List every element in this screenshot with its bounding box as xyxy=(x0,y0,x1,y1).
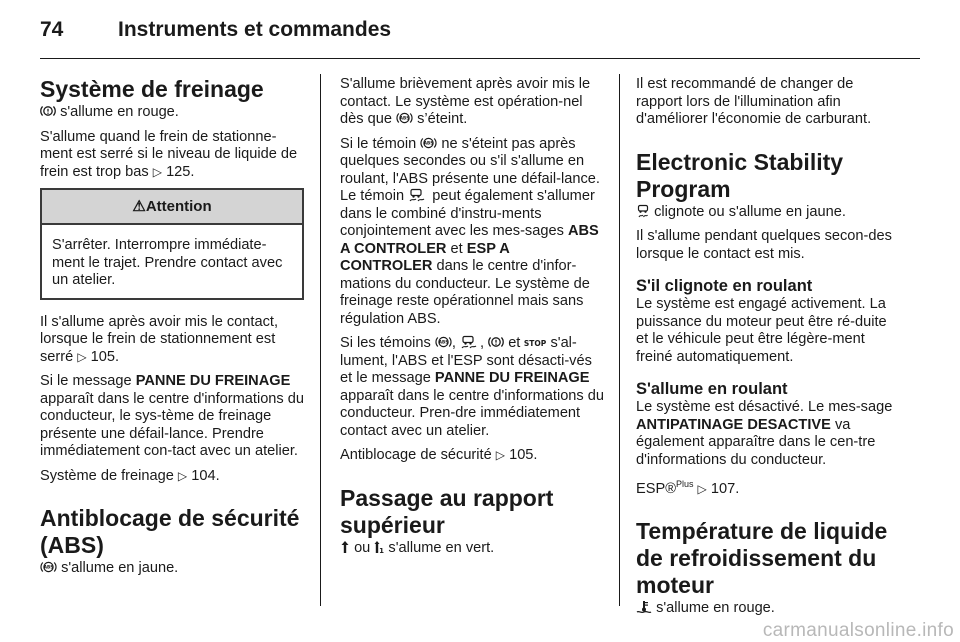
watermark: carmanualsonline.info xyxy=(762,620,954,641)
page-reference-icon: ▷ xyxy=(697,481,707,496)
abs-icon xyxy=(40,560,57,574)
abs-icon xyxy=(435,335,452,349)
heading-illuminated-while-driving: S'allume en roulant xyxy=(636,380,788,398)
page-title: Instruments et commandes xyxy=(118,18,392,41)
page-number: 74 xyxy=(40,18,64,41)
page-reference-icon: ▷ xyxy=(177,468,188,483)
esp-skid-icon xyxy=(408,188,428,202)
paragraph: s'allume en rouge. xyxy=(636,600,902,618)
brake-warning-icon xyxy=(40,104,56,118)
paragraph: ou 1 s'allume en vert. xyxy=(340,540,604,558)
svg-text:ABS: ABS xyxy=(438,339,449,345)
heading-flashing-while-driving: S'il clignote en roulant xyxy=(636,277,813,295)
paragraph: s'allume en rouge. xyxy=(40,104,304,122)
heading-upshift: Passage au rapport supérieur xyxy=(340,484,554,538)
header-divider xyxy=(40,58,920,59)
paragraph: Si le message PANNE DU FREINAGE apparaît dans le centre d'informations du conducteur, le sys-tème de freinage présente une défail-lance. Prendre immédiatement con-tact avec un atelier. xyxy=(40,373,305,459)
page-header xyxy=(40,18,920,48)
esp-skid-icon xyxy=(460,335,480,349)
heading-abs: Antiblocage de sécurité (ABS) xyxy=(40,505,300,558)
paragraph: Le système est engagé activement. La puissance du moteur peut être ré-duite et le véhicule peut être légère-ment freiné automatiquement. xyxy=(636,296,887,365)
paragraph: ABS s'allume en jaune. xyxy=(40,560,304,578)
column-1 xyxy=(40,76,304,585)
paragraph: Système de freinage ▷ 104. xyxy=(40,467,220,484)
page-reference-icon: ▷ xyxy=(495,448,506,462)
heading-brake-system: Système de freinage xyxy=(40,76,264,102)
attention-body: S'arrêter. Interrompre immédiate-ment le trajet. Prendre contact avec un atelier. xyxy=(52,237,283,288)
paragraph: clignote ou s'allume en jaune. xyxy=(636,204,902,222)
svg-text:ABS: ABS xyxy=(399,115,410,121)
svg-text:STOP: STOP xyxy=(524,339,547,348)
attention-header: ⚠Attention xyxy=(42,190,302,225)
warning-triangle-icon: ⚠ xyxy=(132,198,146,215)
svg-text:ABS: ABS xyxy=(424,140,434,146)
column-3 xyxy=(636,76,902,625)
column-2 xyxy=(340,76,604,564)
esp-skid-icon xyxy=(636,204,650,218)
column-divider xyxy=(619,74,620,606)
svg-text:1: 1 xyxy=(379,546,385,554)
heading-coolant-temperature: Température de liquide de refroidissement du moteur xyxy=(636,518,888,599)
paragraph: S'allume brièvement après avoir mis le contact. Le système est opération-nel dès que ABS s’éteint. xyxy=(340,76,591,127)
attention-box xyxy=(40,188,304,300)
paragraph: ESP®$^{Plus}$ ▷ 107. xyxy=(636,479,740,497)
stop-icon xyxy=(524,337,546,349)
column-divider xyxy=(320,74,321,606)
paragraph: Il s'allume après avoir mis le contact, lorsque le frein de stationnement est serré ▷ 105. xyxy=(40,313,278,365)
abs-icon xyxy=(420,136,437,150)
upshift-arrow-icon xyxy=(340,540,350,554)
paragraph: Antiblocage de sécurité ▷ 105. xyxy=(340,447,538,463)
paragraph: Le système est désactivé. Le mes-sage ANTIPATINAGE DESACTIVE va également apparaître dans le cen-tre d'informations du conducteur. xyxy=(636,399,893,468)
paragraph: Si les témoins ABS , , et STOP s'al-lument, l'ABS et l'ESP sont désacti-vés et le message PANNE DU FREINAGE apparaît dans le centre d'informations du conducteur. Pren-dre immédiatement contact avec un atelier. xyxy=(340,335,605,439)
svg-text:ABS: ABS xyxy=(43,564,54,570)
paragraph: Si le témoin ABS ne s'éteint pas après quelques secondes ou s'il s'allume en roulant, l'ABS présente une défail-lance. Le témoin peut également s'allumer dans le combiné d'instru-ments conjointement avec les mes-sages ABS A CONTROLER et ESP A CONTROLER dans le centre d'infor-mations du conducteur. Le système de freinage reste opérationnel mais sans régulation ABS. xyxy=(340,135,600,327)
page-reference-icon: ▷ xyxy=(152,164,162,179)
upshift-gear-icon xyxy=(374,540,384,554)
brake-warning-icon xyxy=(488,335,504,349)
page-reference-icon: ▷ xyxy=(77,349,87,364)
heading-esp: Electronic Stability Program xyxy=(636,148,844,202)
coolant-temperature-icon xyxy=(636,600,652,614)
abs-icon xyxy=(396,111,413,125)
paragraph: Il est recommandé de changer de rapport lors de l'illumination afin d'améliorer l'économie de carburant. xyxy=(636,76,872,127)
paragraph: Il s'allume pendant quelques secon-des lorsque le contact est mis. xyxy=(636,228,892,262)
paragraph: S'allume quand le frein de stationne-ment est serré si le niveau de liquide de frein est trop bas ▷ 125. xyxy=(40,128,298,180)
